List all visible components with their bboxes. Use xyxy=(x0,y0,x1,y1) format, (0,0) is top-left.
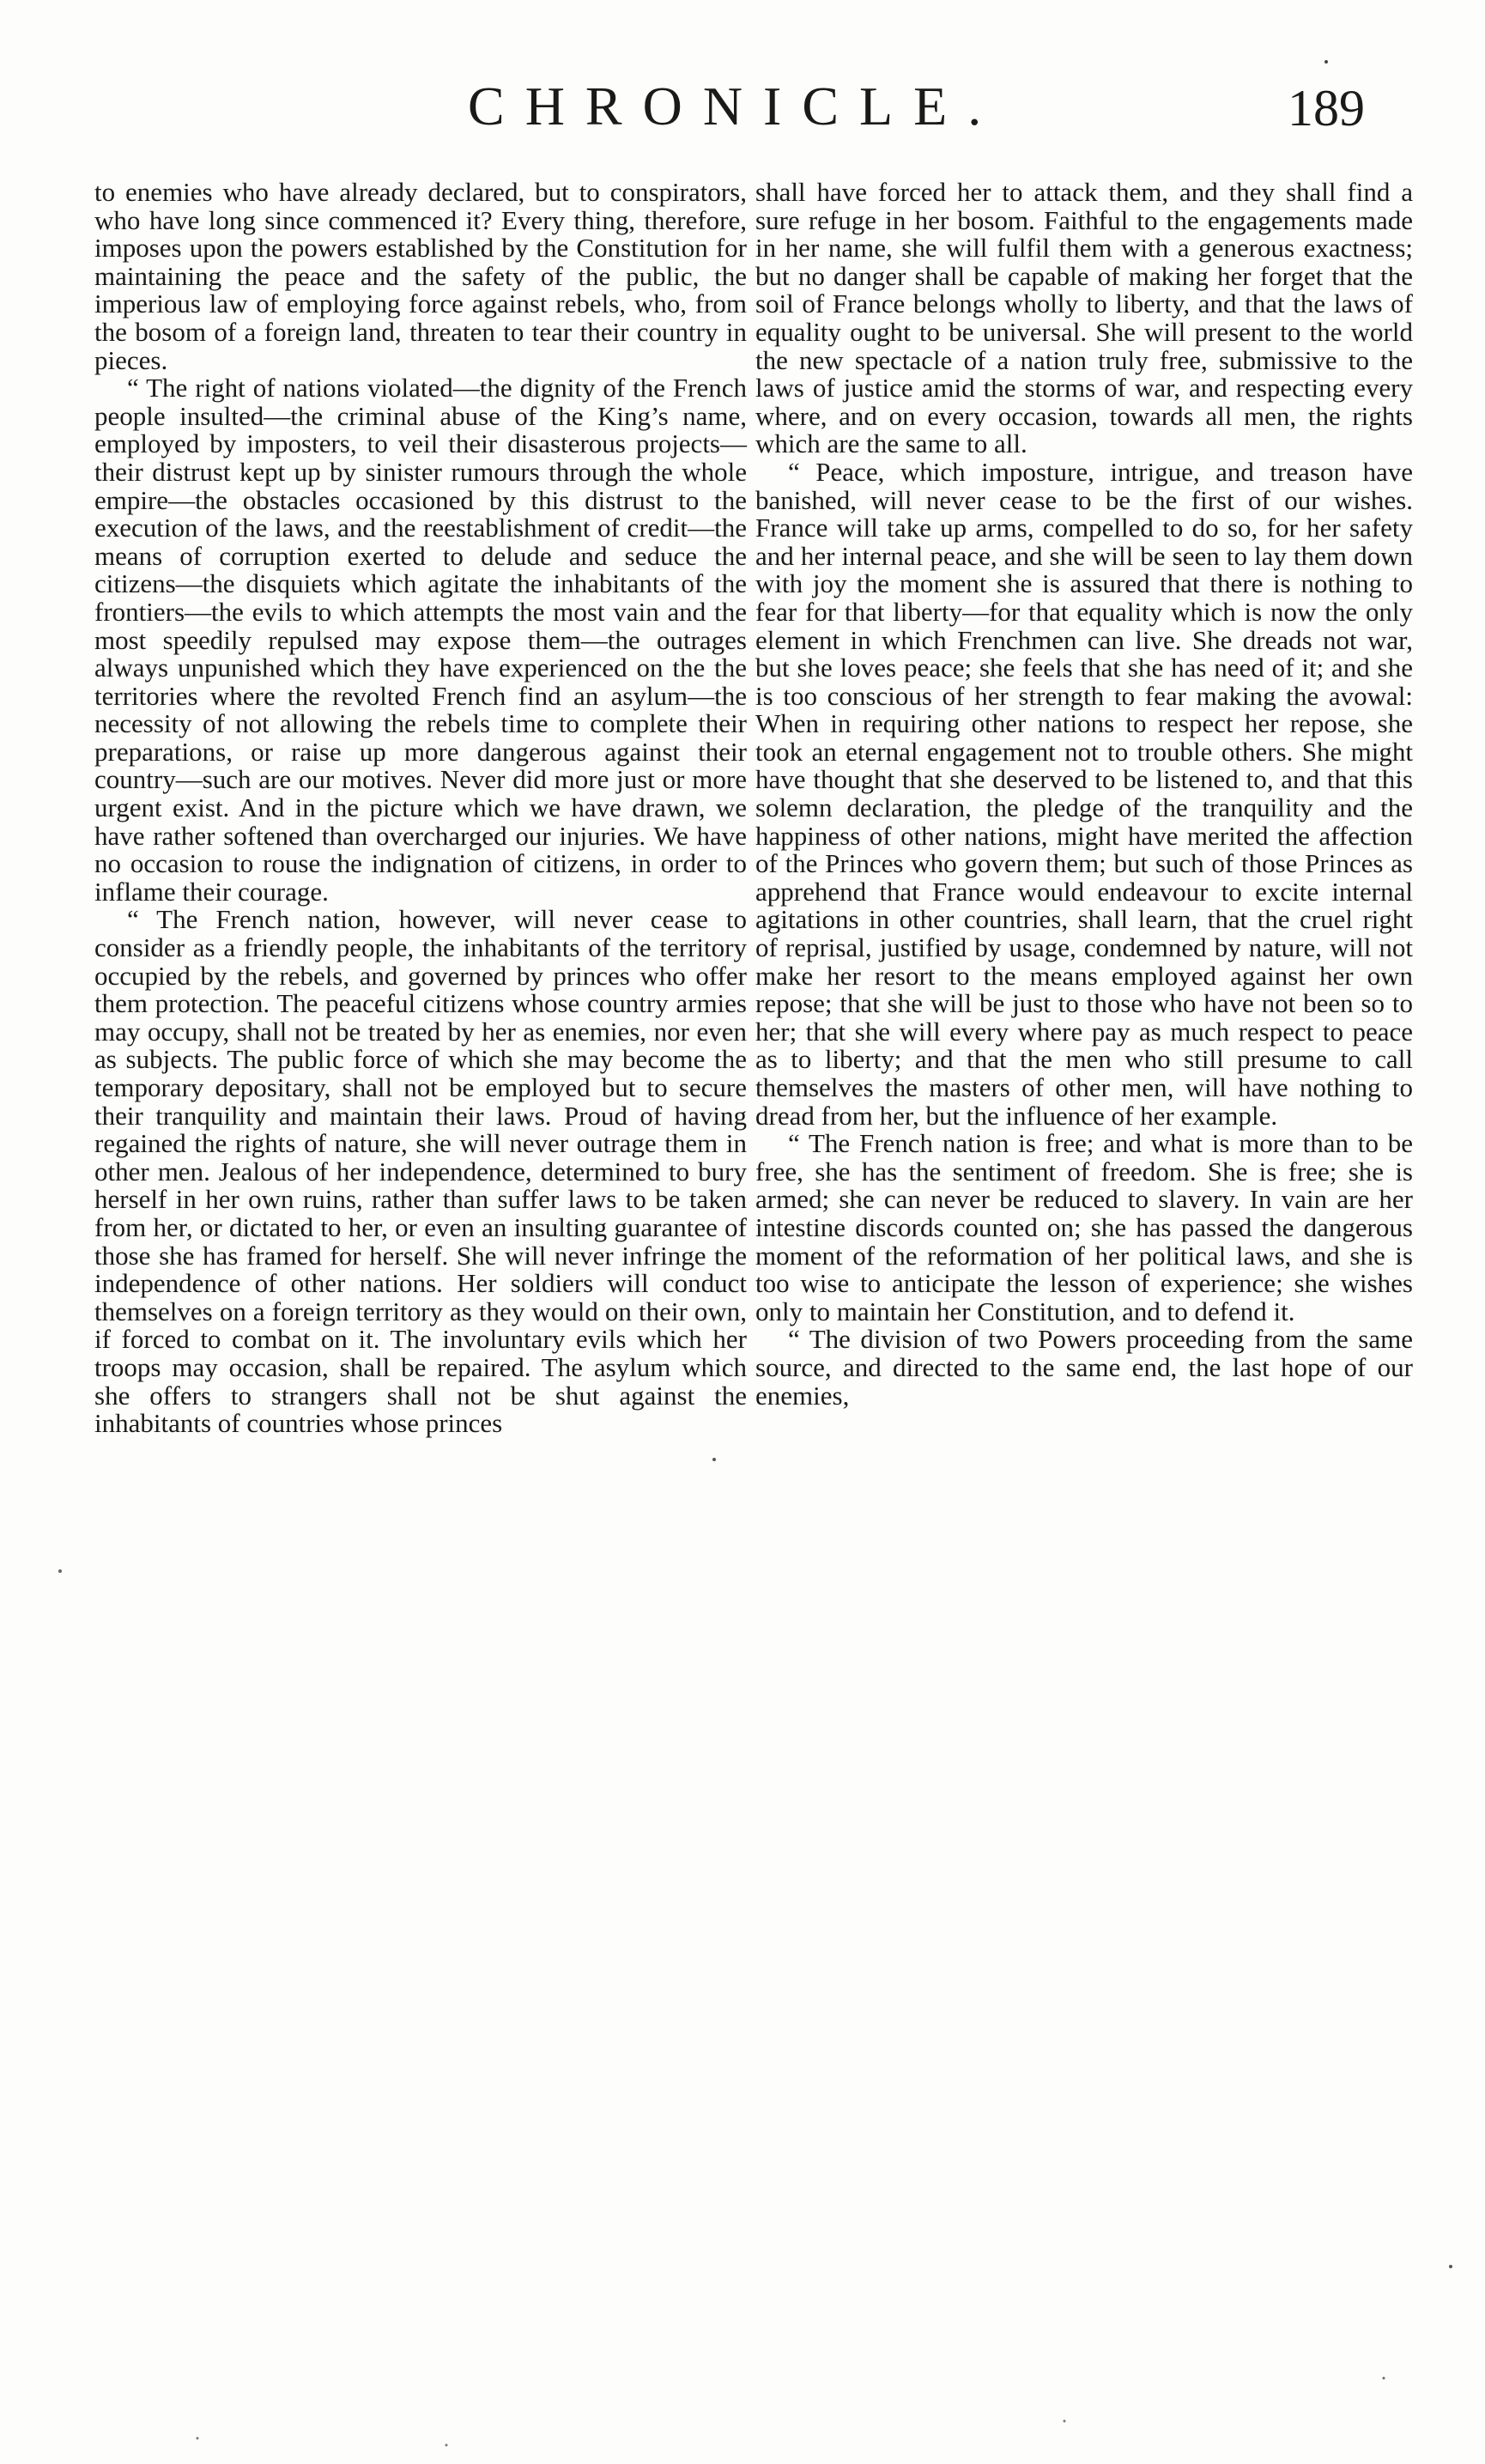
left-column xyxy=(94,179,747,1438)
running-title: CHRONICLE. xyxy=(468,76,1003,137)
paragraph: shall have forced her to attack them, and they shall find a sure refuge in her bosom. Faithful to the engagements made in her name, she will fulfil them with a generous exactness; but no danger shall be capable of making her forget that the soil of France belongs wholly to liberty, and that the laws of equality ought to be universal. She will present to the world the new spectacle of a nation truly free, submissive to the laws of justice amid the storms of war, and respecting every where, and on every occasion, towards all men, the rights which are the same to all. xyxy=(755,177,1413,459)
paragraph: “ The division of two Powers proceeding from the same source, and directed to the same end, the last hope of our enemies, xyxy=(755,1324,1413,1411)
page-number: 189 xyxy=(1288,80,1365,137)
right-column xyxy=(755,179,1413,1410)
paragraph: to enemies who have already declared, but to conspirators, who have long since commenced it? Every thing, therefore, imposes upon the powers established by the Constitution for maintaining the peace and the safety of the public, the imperious law of employing force against rebels, who, from the bosom of a foreign land, threaten to tear their country in pieces. xyxy=(94,177,747,375)
running-head xyxy=(0,76,1485,156)
paragraph: “ The French nation is free; and what is more than to be free, she has the sentiment of freedom. She is free; she is armed; she can never be reduced to slavery. In vain are her intestine discords counted on; she has passed the dangerous moment of the reformation of her political laws, and she is too wise to anticipate the lesson of experience; she wishes only to maintain her Constitution, and to defend it. xyxy=(755,1128,1413,1326)
paragraph: “ Peace, which imposture, intrigue, and treason have banished, will never cease to be the first of our wishes. France will take up arms, compelled to do so, for her safety and her internal peace, and she will be seen to lay them down with joy the moment she is assured that there is nothing to fear for that liberty—for that equality which is now the only element in which Frenchmen can live. She dreads not war, but she loves peace; she feels that she has need of it; and she is too conscious of her strength to fear making the avowal: When in requiring other nations to respect her repose, she took an eternal engagement not to trouble others. She might have thought that she deserved to be listened to, and that this solemn declaration, the pledge of the tranquility and the happiness of other nations, might have merited the affection of the Princes who govern them; but such of those Princes as apprehend that France would endeavour to excite internal agitations in other countries, shall learn, that the cruel right of reprisal, justified by usage, condemned by nature, will not make her resort to the means employed against her own repose; that she will be just to those who have not been so to her; that she will every where pay as much respect to peace as to liberty; and that the men who still presume to call themselves the masters of other men, will have nothing to dread from her, but the influence of her example. xyxy=(755,456,1413,1131)
paragraph: “ The right of nations violated—the dignity of the French people insulted—the criminal abuse of the King’s name, employed by imposters, to veil their disasterous projects—their distrust kept up by sinister rumours through the whole empire—the obstacles occasioned by this distrust to the execution of the laws, and the reestablishment of credit—the means of corruption exerted to delude and seduce the citizens—the disquiets which agitate the inhabitants of the frontiers—the evils to which attempts the most vain and the most speedily repulsed may expose them—the outrages always unpunished which they have experienced on the the territories where the revolted French find an asylum—the necessity of not allowing the rebels time to complete their preparations, or raise up more dangerous against their country—such are our motives. Never did more just or more urgent exist. And in the picture which we have drawn, we have rather softened than overcharged our injuries. We have no occasion to rouse the indignation of citizens, in order to inflame their courage. xyxy=(94,373,747,907)
paragraph: “ The French nation, however, will never cease to consider as a friendly people, the inhabitants of the territory occupied by the rebels, and governed by princes who offer them protection. The peaceful citizens whose country armies may occupy, shall not be treated by her as enemies, nor even as subjects. The public force of which she may become the temporary depositary, shall not be employed but to secure their tranquility and maintain their laws. Proud of having regained the rights of nature, she will never outrage them in other men. Jealous of her independence, determined to bury herself in her own ruins, rather than suffer laws to be taken from her, or dictated to her, or even an insulting guarantee of those she has framed for herself. She will never infringe the independence of other nations. Her soldiers will conduct themselves on a foreign territory as they would on their own, if forced to combat on it. The involuntary evils which her troops may occasion, shall be repaired. The asylum which she offers to strangers shall not be shut against the inhabitants of countries whose princes xyxy=(94,904,747,1439)
